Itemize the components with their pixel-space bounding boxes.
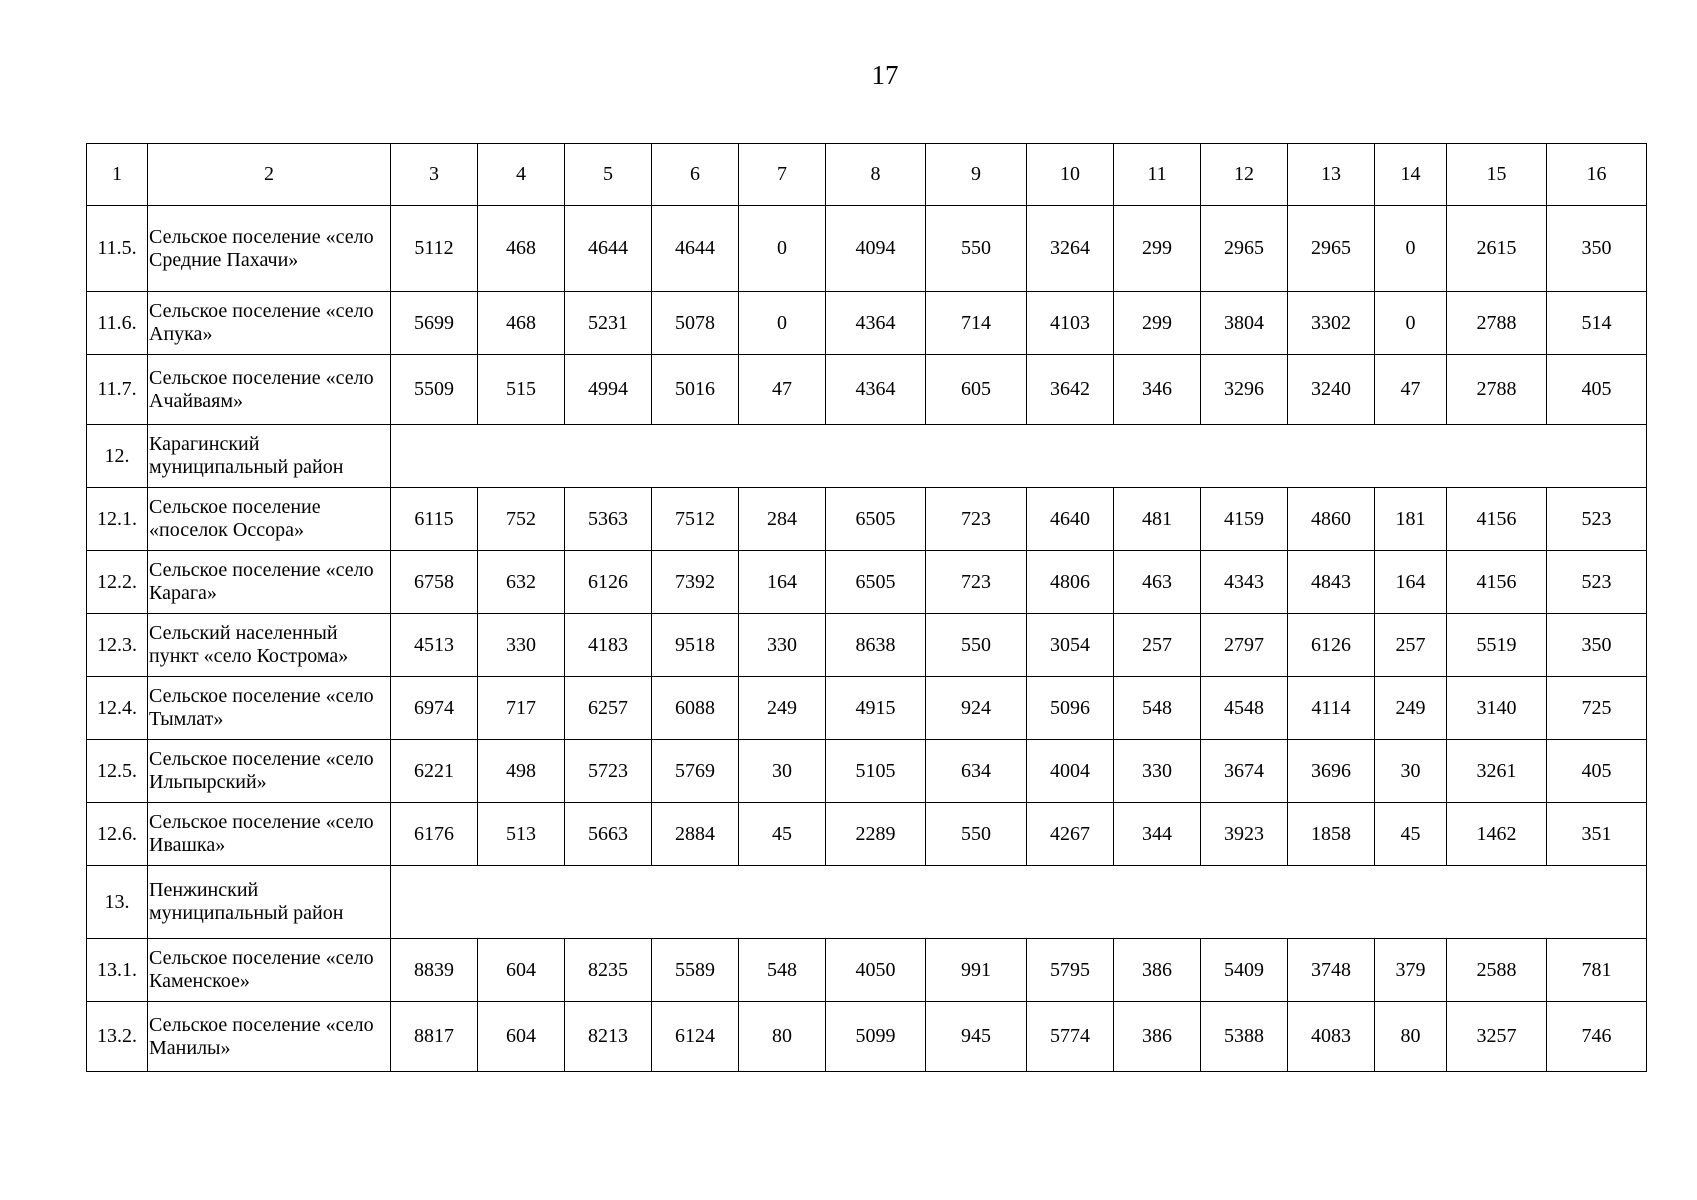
value-cell: 550 [926, 614, 1027, 677]
value-cell: 330 [478, 614, 565, 677]
value-cell: 0 [1375, 206, 1447, 292]
column-header: 13 [1288, 144, 1375, 206]
value-cell: 6126 [565, 551, 652, 614]
table-row [87, 206, 1647, 292]
value-cell: 481 [1114, 488, 1201, 551]
value-cell: 350 [1547, 206, 1647, 292]
value-cell: 6505 [826, 551, 926, 614]
value-cell: 3054 [1027, 614, 1114, 677]
table-row [87, 677, 1647, 740]
value-cell: 5509 [391, 355, 478, 425]
settlement-name: Сельское поселение «поселок Оссора» [148, 488, 391, 551]
value-cell: 45 [1375, 803, 1447, 866]
value-cell: 752 [478, 488, 565, 551]
column-header: 1 [87, 144, 148, 206]
value-cell: 723 [926, 488, 1027, 551]
value-cell: 991 [926, 939, 1027, 1002]
empty-cell [391, 425, 1647, 488]
value-cell: 4114 [1288, 677, 1375, 740]
value-cell: 3261 [1447, 740, 1547, 803]
value-cell: 30 [739, 740, 826, 803]
value-cell: 2588 [1447, 939, 1547, 1002]
section-row [87, 866, 1647, 939]
value-cell: 2788 [1447, 355, 1547, 425]
value-cell: 3674 [1201, 740, 1288, 803]
column-header: 11 [1114, 144, 1201, 206]
data-table [86, 143, 1647, 1072]
value-cell: 6088 [652, 677, 739, 740]
table-row [87, 803, 1647, 866]
value-cell: 5699 [391, 292, 478, 355]
value-cell: 498 [478, 740, 565, 803]
value-cell: 5105 [826, 740, 926, 803]
value-cell: 284 [739, 488, 826, 551]
value-cell: 1462 [1447, 803, 1547, 866]
value-cell: 80 [739, 1002, 826, 1072]
value-cell: 4156 [1447, 551, 1547, 614]
value-cell: 2289 [826, 803, 926, 866]
value-cell: 548 [1114, 677, 1201, 740]
value-cell: 351 [1547, 803, 1647, 866]
column-header: 9 [926, 144, 1027, 206]
value-cell: 181 [1375, 488, 1447, 551]
value-cell: 4364 [826, 292, 926, 355]
row-number: 13.2. [87, 1002, 148, 1072]
settlement-name: Сельский населенный пункт «село Кострома» [148, 614, 391, 677]
value-cell: 5016 [652, 355, 739, 425]
value-cell: 1858 [1288, 803, 1375, 866]
value-cell: 632 [478, 551, 565, 614]
value-cell: 2965 [1201, 206, 1288, 292]
value-cell: 550 [926, 803, 1027, 866]
value-cell: 2788 [1447, 292, 1547, 355]
column-header: 12 [1201, 144, 1288, 206]
value-cell: 3696 [1288, 740, 1375, 803]
value-cell: 5774 [1027, 1002, 1114, 1072]
table-row [87, 614, 1647, 677]
value-cell: 5363 [565, 488, 652, 551]
value-cell: 714 [926, 292, 1027, 355]
value-cell: 3257 [1447, 1002, 1547, 1072]
value-cell: 346 [1114, 355, 1201, 425]
value-cell: 4183 [565, 614, 652, 677]
row-number: 12.5. [87, 740, 148, 803]
value-cell: 257 [1375, 614, 1447, 677]
value-cell: 3140 [1447, 677, 1547, 740]
value-cell: 4548 [1201, 677, 1288, 740]
page-number: 17 [871, 60, 899, 90]
value-cell: 379 [1375, 939, 1447, 1002]
value-cell: 945 [926, 1002, 1027, 1072]
value-cell: 5231 [565, 292, 652, 355]
row-number: 11.5. [87, 206, 148, 292]
value-cell: 8638 [826, 614, 926, 677]
value-cell: 513 [478, 803, 565, 866]
value-cell: 9518 [652, 614, 739, 677]
value-cell: 6257 [565, 677, 652, 740]
value-cell: 3302 [1288, 292, 1375, 355]
settlement-name: Сельское поселение «село Ачайваям» [148, 355, 391, 425]
row-number: 12.3. [87, 614, 148, 677]
value-cell: 330 [1114, 740, 1201, 803]
settlement-name: Сельское поселение «село Тымлат» [148, 677, 391, 740]
value-cell: 514 [1547, 292, 1647, 355]
value-cell: 5769 [652, 740, 739, 803]
table-row [87, 939, 1647, 1002]
column-header: 6 [652, 144, 739, 206]
settlement-name: Сельское поселение «село Ильпырский» [148, 740, 391, 803]
value-cell: 4094 [826, 206, 926, 292]
column-header: 5 [565, 144, 652, 206]
row-number: 11.6. [87, 292, 148, 355]
value-cell: 4364 [826, 355, 926, 425]
header-row [87, 144, 1647, 206]
district-name: Пенжинский муниципальный район [148, 866, 391, 939]
value-cell: 5795 [1027, 939, 1114, 1002]
value-cell: 257 [1114, 614, 1201, 677]
column-header: 3 [391, 144, 478, 206]
value-cell: 299 [1114, 206, 1201, 292]
settlement-name: Сельское поселение «село Манилы» [148, 1002, 391, 1072]
value-cell: 4343 [1201, 551, 1288, 614]
table-row [87, 488, 1647, 551]
column-header: 2 [148, 144, 391, 206]
value-cell: 550 [926, 206, 1027, 292]
value-cell: 6176 [391, 803, 478, 866]
table-row [87, 740, 1647, 803]
value-cell: 30 [1375, 740, 1447, 803]
value-cell: 4640 [1027, 488, 1114, 551]
column-header: 10 [1027, 144, 1114, 206]
value-cell: 548 [739, 939, 826, 1002]
value-cell: 604 [478, 939, 565, 1002]
value-cell: 4843 [1288, 551, 1375, 614]
value-cell: 2615 [1447, 206, 1547, 292]
value-cell: 5663 [565, 803, 652, 866]
value-cell: 634 [926, 740, 1027, 803]
value-cell: 2965 [1288, 206, 1375, 292]
section-row [87, 425, 1647, 488]
value-cell: 3923 [1201, 803, 1288, 866]
table-row [87, 355, 1647, 425]
table-row [87, 1002, 1647, 1072]
value-cell: 330 [739, 614, 826, 677]
value-cell: 924 [926, 677, 1027, 740]
value-cell: 249 [1375, 677, 1447, 740]
value-cell: 515 [478, 355, 565, 425]
value-cell: 468 [478, 292, 565, 355]
value-cell: 5409 [1201, 939, 1288, 1002]
value-cell: 344 [1114, 803, 1201, 866]
value-cell: 4050 [826, 939, 926, 1002]
value-cell: 6115 [391, 488, 478, 551]
row-number: 13.1. [87, 939, 148, 1002]
row-number: 12.1. [87, 488, 148, 551]
value-cell: 405 [1547, 355, 1647, 425]
value-cell: 4156 [1447, 488, 1547, 551]
value-cell: 3642 [1027, 355, 1114, 425]
value-cell: 4004 [1027, 740, 1114, 803]
value-cell: 405 [1547, 740, 1647, 803]
row-number: 12.2. [87, 551, 148, 614]
value-cell: 468 [478, 206, 565, 292]
value-cell: 781 [1547, 939, 1647, 1002]
value-cell: 164 [739, 551, 826, 614]
value-cell: 723 [926, 551, 1027, 614]
district-name: Карагинский муниципальный район [148, 425, 391, 488]
column-header: 7 [739, 144, 826, 206]
value-cell: 6124 [652, 1002, 739, 1072]
value-cell: 3264 [1027, 206, 1114, 292]
settlement-name: Сельское поселение «село Карага» [148, 551, 391, 614]
value-cell: 717 [478, 677, 565, 740]
value-cell: 6758 [391, 551, 478, 614]
value-cell: 5099 [826, 1002, 926, 1072]
value-cell: 4083 [1288, 1002, 1375, 1072]
value-cell: 3748 [1288, 939, 1375, 1002]
value-cell: 0 [739, 292, 826, 355]
value-cell: 4860 [1288, 488, 1375, 551]
value-cell: 6505 [826, 488, 926, 551]
value-cell: 4159 [1201, 488, 1288, 551]
value-cell: 3296 [1201, 355, 1288, 425]
value-cell: 386 [1114, 939, 1201, 1002]
value-cell: 5723 [565, 740, 652, 803]
column-header: 8 [826, 144, 926, 206]
row-number: 13. [87, 866, 148, 939]
value-cell: 0 [1375, 292, 1447, 355]
value-cell: 605 [926, 355, 1027, 425]
column-header: 16 [1547, 144, 1647, 206]
settlement-name: Сельское поселение «село Апука» [148, 292, 391, 355]
value-cell: 8213 [565, 1002, 652, 1072]
value-cell: 5519 [1447, 614, 1547, 677]
value-cell: 386 [1114, 1002, 1201, 1072]
row-number: 11.7. [87, 355, 148, 425]
value-cell: 4513 [391, 614, 478, 677]
value-cell: 7512 [652, 488, 739, 551]
value-cell: 80 [1375, 1002, 1447, 1072]
settlement-name: Сельское поселение «село Каменское» [148, 939, 391, 1002]
value-cell: 0 [739, 206, 826, 292]
value-cell: 5096 [1027, 677, 1114, 740]
value-cell: 5589 [652, 939, 739, 1002]
value-cell: 249 [739, 677, 826, 740]
settlement-name: Сельское поселение «село Средние Пахачи» [148, 206, 391, 292]
value-cell: 350 [1547, 614, 1647, 677]
value-cell: 5112 [391, 206, 478, 292]
value-cell: 4644 [652, 206, 739, 292]
value-cell: 746 [1547, 1002, 1647, 1072]
value-cell: 2797 [1201, 614, 1288, 677]
value-cell: 725 [1547, 677, 1647, 740]
value-cell: 5388 [1201, 1002, 1288, 1072]
column-header: 4 [478, 144, 565, 206]
value-cell: 47 [739, 355, 826, 425]
value-cell: 604 [478, 1002, 565, 1072]
value-cell: 3240 [1288, 355, 1375, 425]
value-cell: 523 [1547, 488, 1647, 551]
value-cell: 6974 [391, 677, 478, 740]
value-cell: 5078 [652, 292, 739, 355]
value-cell: 463 [1114, 551, 1201, 614]
value-cell: 299 [1114, 292, 1201, 355]
value-cell: 7392 [652, 551, 739, 614]
value-cell: 6221 [391, 740, 478, 803]
value-cell: 4644 [565, 206, 652, 292]
column-header: 14 [1375, 144, 1447, 206]
value-cell: 4267 [1027, 803, 1114, 866]
value-cell: 8839 [391, 939, 478, 1002]
table-row [87, 551, 1647, 614]
row-number: 12. [87, 425, 148, 488]
value-cell: 6126 [1288, 614, 1375, 677]
settlement-name: Сельское поселение «село Ивашка» [148, 803, 391, 866]
value-cell: 164 [1375, 551, 1447, 614]
empty-cell [391, 866, 1647, 939]
value-cell: 4806 [1027, 551, 1114, 614]
value-cell: 2884 [652, 803, 739, 866]
value-cell: 4915 [826, 677, 926, 740]
column-header: 15 [1447, 144, 1547, 206]
table-row [87, 292, 1647, 355]
row-number: 12.4. [87, 677, 148, 740]
value-cell: 3804 [1201, 292, 1288, 355]
value-cell: 8817 [391, 1002, 478, 1072]
value-cell: 47 [1375, 355, 1447, 425]
value-cell: 45 [739, 803, 826, 866]
value-cell: 8235 [565, 939, 652, 1002]
value-cell: 4103 [1027, 292, 1114, 355]
row-number: 12.6. [87, 803, 148, 866]
value-cell: 523 [1547, 551, 1647, 614]
value-cell: 4994 [565, 355, 652, 425]
